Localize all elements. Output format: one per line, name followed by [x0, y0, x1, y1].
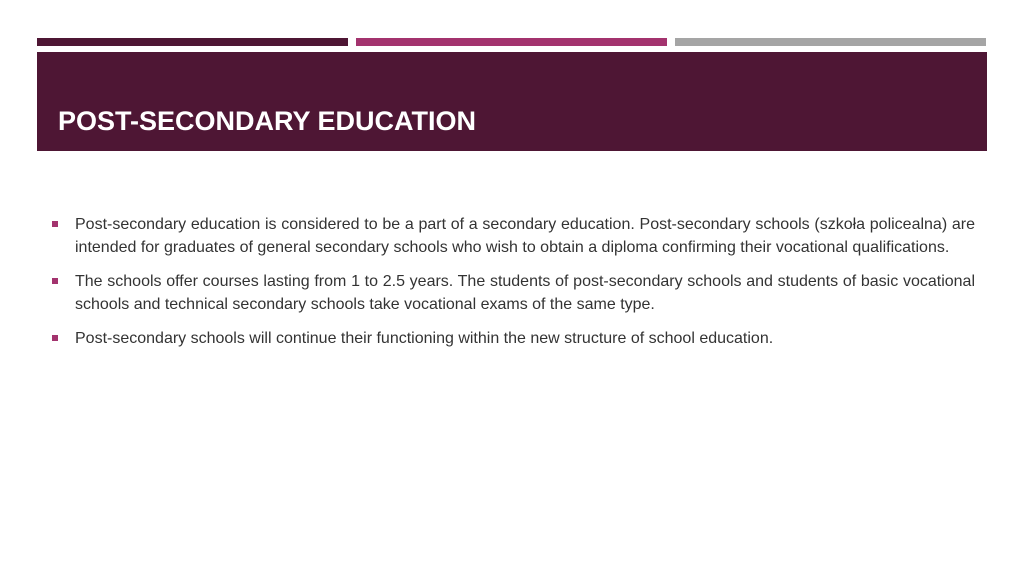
accent-bar-dark	[37, 38, 348, 46]
slide-title: POST-SECONDARY EDUCATION	[58, 106, 477, 136]
bullet-item	[48, 327, 975, 350]
bullet-list	[48, 213, 975, 361]
accent-bar-gray	[675, 38, 986, 46]
bullet-item	[48, 270, 975, 316]
accent-bar-magenta	[356, 38, 667, 46]
bullet-text: Post-secondary schools will continue their functioning within the new structure of school education.	[75, 330, 774, 347]
square-bullet-icon	[52, 221, 58, 227]
bullet-item	[48, 213, 975, 259]
title-band	[37, 52, 987, 151]
square-bullet-icon	[52, 278, 58, 284]
bullet-text: The schools offer courses lasting from 1 to 2.5 years. The students of post-secondary schools and students of basic vocational schools and technical secondary schools take vocational exams of the same type.	[75, 273, 975, 313]
bullet-text: Post-secondary education is considered to be a part of a secondary education. Post-secondary schools (szkoła policealna) are intended for graduates of general secondary schools who wish to obtain a diploma confirming their vocational qualifications.	[75, 216, 975, 256]
square-bullet-icon	[52, 335, 58, 341]
